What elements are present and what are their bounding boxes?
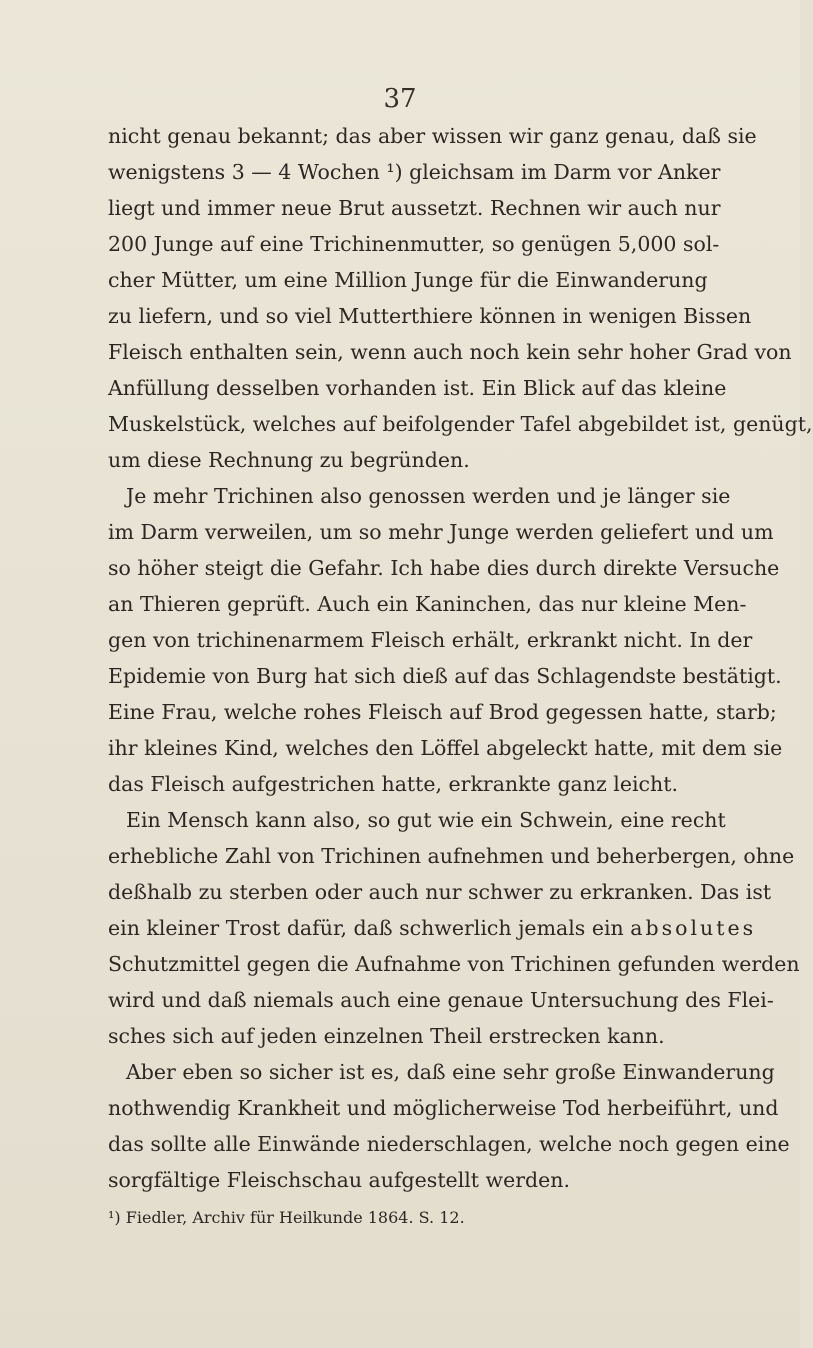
text-line: das sollte alle Einwände niederschlagen, welche noch gegen eine	[108, 1132, 790, 1156]
text-line: das Fleisch aufgestrichen hatte, erkrankte ganz leicht.	[108, 772, 678, 796]
text-line: ein kleiner Trost dafür, daß schwerlich jemals ein absolutes	[108, 916, 757, 940]
text-line: Anfüllung desselben vorhanden ist. Ein Blick auf das kleine	[108, 376, 727, 400]
text-line: cher Mütter, um eine Million Junge für die Einwanderung	[108, 268, 708, 292]
text-line: Epidemie von Burg hat sich dieß auf das Schlagendste bestätigt.	[108, 664, 782, 688]
text-line: nicht genau bekannt; das aber wissen wir ganz genau, daß sie	[108, 124, 757, 148]
text-line: so höher steigt die Gefahr. Ich habe dies durch direkte Versuche	[108, 556, 780, 580]
body-text	[108, 118, 813, 1198]
text-line: um diese Rechnung zu begründen.	[108, 448, 470, 472]
text-line: ihr kleines Kind, welches den Löffel abgeleckt hatte, mit dem sie	[108, 736, 783, 760]
page-number: 37	[383, 84, 417, 114]
text-line: Ein Mensch kann also, so gut wie ein Schwein, eine recht	[126, 808, 726, 832]
paragraph-4	[108, 1054, 790, 1198]
text-line: erhebliche Zahl von Trichinen aufnehmen und beherbergen, ohne	[108, 844, 795, 868]
footnote: ¹) Fiedler, Archiv für Heilkunde 1864. S. 12.	[108, 1208, 465, 1227]
text-line: Muskelstück, welches auf beifolgender Tafel abgebildet ist, genügt,	[108, 412, 813, 436]
text-line: Eine Frau, welche rohes Fleisch auf Brod gegessen hatte, starb;	[108, 700, 777, 724]
text-line: an Thieren geprüft. Auch ein Kaninchen, das nur kleine Men-	[108, 592, 747, 616]
text-line: wenigstens 3 — 4 Wochen ¹) gleichsam im Darm vor Anker	[108, 160, 721, 184]
text-line: 200 Junge auf eine Trichinenmutter, so genügen 5,000 sol-	[108, 232, 720, 256]
text-line: deßhalb zu sterben oder auch nur schwer zu erkranken. Das ist	[108, 880, 772, 904]
text-line: im Darm verweilen, um so mehr Junge werden geliefert und um	[108, 520, 774, 544]
text-line: Schutzmittel gegen die Aufnahme von Trichinen gefunden werden	[108, 952, 800, 976]
paragraph-3	[108, 802, 800, 1054]
text-line: nothwendig Krankheit und möglicherweise Tod herbeiführt, und	[108, 1096, 779, 1120]
text-line: liegt und immer neue Brut aussetzt. Rechnen wir auch nur	[108, 196, 721, 220]
text-line: sorgfältige Fleischschau aufgestellt werden.	[108, 1168, 571, 1192]
text-line: zu liefern, und so viel Mutterthiere können in wenigen Bissen	[108, 304, 752, 328]
text-line: sches sich auf jeden einzelnen Theil erstrecken kann.	[108, 1024, 665, 1048]
paragraph-1	[108, 118, 813, 478]
text-line: wird und daß niemals auch eine genaue Untersuchung des Flei-	[108, 988, 774, 1012]
text-line: Aber eben so sicher ist es, daß eine sehr große Einwanderung	[126, 1060, 775, 1084]
text-line: Fleisch enthalten sein, wenn auch noch kein sehr hoher Grad von	[108, 340, 792, 364]
text-line: gen von trichinenarmem Fleisch erhält, erkrankt nicht. In der	[108, 628, 753, 652]
text-line: Je mehr Trichinen also genossen werden und je länger sie	[126, 484, 731, 508]
emphasized-word: absolutes	[630, 916, 757, 940]
paragraph-2	[108, 478, 783, 802]
